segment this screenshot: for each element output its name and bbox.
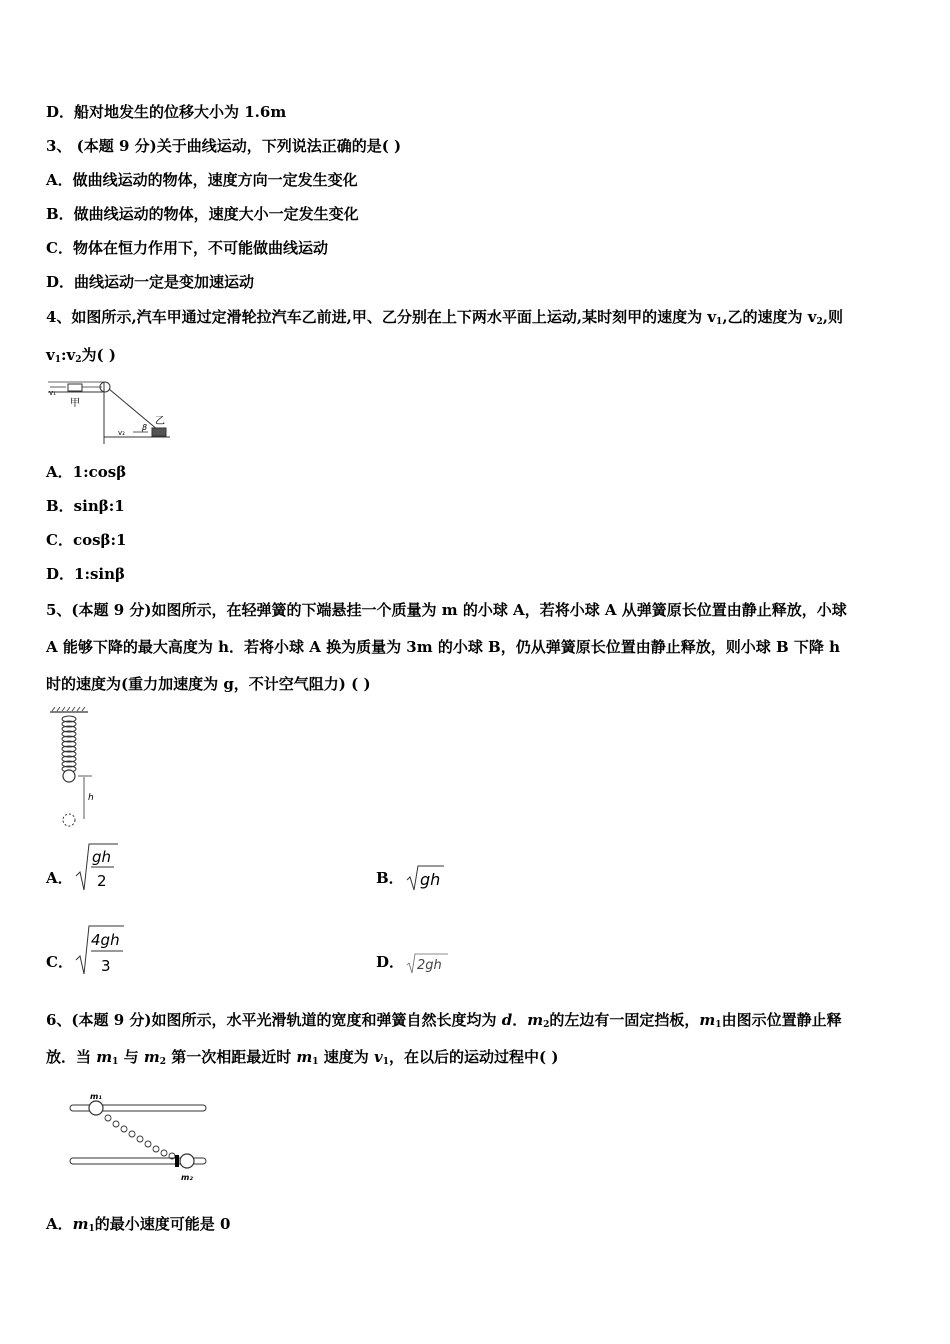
q5-option-b-label: B． — [376, 869, 404, 887]
q5-stem-line2: A 能够下降的最大高度为 h．若将小球 A 换为质量为 3m 的小球 B，仍从弹簧原长位置由静止释放，则小球 B 下降 h — [46, 638, 840, 656]
q3-option-d: D．曲线运动一定是变加速运动 — [46, 273, 255, 291]
mass-m1 — [89, 1101, 103, 1115]
ball-start — [63, 770, 75, 782]
h-label: h — [88, 793, 94, 803]
q5-option-d-label: D． — [376, 953, 405, 971]
q4-option-c: C．cosβ:1 — [46, 531, 127, 549]
m2-label: m₂ — [181, 1173, 193, 1182]
ball-lowest — [63, 814, 75, 826]
q6-stem-line1: 6、(本题 9 分)如图所示，水平光滑轨道的宽度和弹簧自然长度均为 d．$m_2$的左边有一固定挡板，$m_1$由图示位置静止释 — [46, 1011, 842, 1030]
q4-option-b: B．sinβ:1 — [46, 497, 125, 515]
q3-stem: 3、 (本题 9 分)关于曲线运动，下列说法正确的是( ) — [46, 137, 402, 155]
v1-label: v₁ — [49, 389, 56, 397]
q5-stem-line1: 5、(本题 9 分)如图所示，在轻弹簧的下端悬挂一个质量为 m 的小球 A，若将小球 A 从弹簧原长位置由静止释放，小球 — [46, 601, 847, 619]
q6-rail-diagram — [68, 1088, 210, 1184]
q4-pulley-diagram — [48, 380, 173, 445]
q3-option-a: A．做曲线运动的物体，速度方向一定发生变化 — [46, 171, 358, 189]
q4-stem: 4、如图所示,汽车甲通过定滑轮拉汽车乙前进,甲、乙分别在上下两水平面上运动,某时刻甲的速度为 $v_1$,乙的速度为 $v_2$,则 — [46, 308, 843, 327]
car-b-label: 乙 — [155, 416, 165, 427]
option-c-numerator: 4gh — [91, 931, 120, 949]
q5-option-c-formula — [74, 924, 128, 978]
car-a-label: 甲 — [70, 398, 80, 409]
q3-option-b: B．做曲线运动的物体，速度大小一定发生变化 — [46, 205, 359, 223]
option-d-expr: 2gh — [417, 958, 442, 973]
car-yi — [152, 428, 166, 436]
q6-option-a: A．$m_1$的最小速度可能是 0 — [46, 1215, 231, 1234]
blocking-plate — [175, 1155, 179, 1167]
q5-stem-line3: 时的速度为(重力加速度为 g，不计空气阻力) ( ) — [46, 675, 371, 693]
option-c-denominator: 3 — [101, 957, 111, 975]
q5-option-a-formula — [74, 842, 122, 894]
v2-label: v₂ — [118, 429, 125, 437]
q5-spring-diagram — [50, 707, 100, 829]
option-a-denominator: 2 — [97, 872, 107, 890]
q5-option-c-label: C． — [46, 953, 73, 971]
option-a-numerator: gh — [92, 848, 112, 866]
mass-m2 — [180, 1154, 194, 1168]
q4-option-d: D．1:sinβ — [46, 565, 125, 583]
car-jia — [68, 384, 82, 391]
q5-option-d-formula — [406, 952, 450, 976]
option-b-expr: gh — [420, 870, 441, 889]
q3-option-c: C．物体在恒力作用下，不可能做曲线运动 — [46, 239, 328, 257]
q2-option-d: D．船对地发生的位移大小为 1.6m — [46, 103, 287, 121]
q6-stem-line2: 放．当 $m_1$ 与 $m_2$ 第一次相距最近时 $m_1$ 速度为 $v_1$，在以后的运动过程中( ) — [46, 1048, 559, 1067]
q4-stem-continued: $v_1:v_2$为( ) — [46, 346, 116, 365]
q5-option-a-label: A． — [46, 869, 73, 887]
m1-label: m₁ — [90, 1092, 102, 1101]
q5-option-b-formula — [406, 864, 446, 892]
q4-option-a: A．1:cosβ — [46, 463, 127, 481]
beta-label: β — [142, 423, 148, 432]
